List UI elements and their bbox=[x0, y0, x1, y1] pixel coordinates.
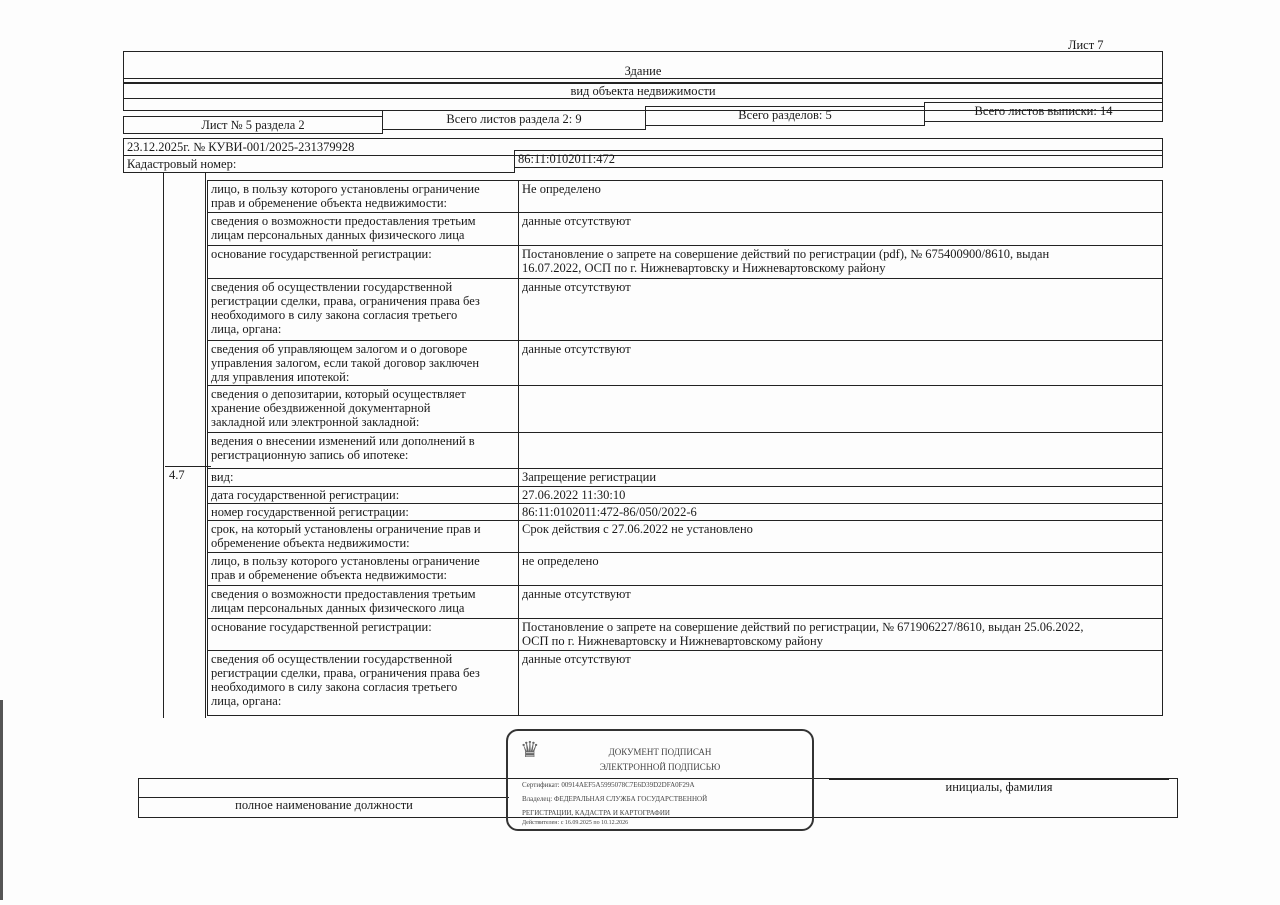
row-label: сведения о возможности предоставления третьим лицам персональных данных физического лица bbox=[207, 212, 519, 246]
total-sections: Всего разделов: 5 bbox=[645, 106, 925, 126]
row-label: лицо, в пользу которого установлены ограничение прав и обременение объекта недвижимости: bbox=[207, 180, 519, 213]
stamp-title: ДОКУМЕНТ ПОДПИСАН bbox=[608, 747, 712, 757]
stamp-owner-2: РЕГИСТРАЦИИ, КАДАСТРА И КАРТОГРАФИИ bbox=[522, 809, 670, 817]
electronic-signature-stamp bbox=[506, 729, 814, 831]
row-value: данные отсутствуют bbox=[518, 585, 1163, 619]
row-value: 27.06.2022 11:30:10 bbox=[518, 486, 1163, 504]
row-value: данные отсутствуют bbox=[518, 340, 1163, 386]
object-type-caption: вид объекта недвижимости bbox=[124, 84, 1162, 99]
row-value: данные отсутствуют bbox=[518, 650, 1163, 716]
row-value: данные отсутствуют bbox=[518, 278, 1163, 341]
coat-of-arms-icon: ♛ bbox=[520, 737, 540, 762]
row-value: данные отсутствуют bbox=[518, 212, 1163, 246]
stamp-certificate: Сертификат: 00914AEF5A5995078C7E6D39D2DFA0F29A bbox=[522, 781, 695, 789]
row-label: ведения о внесении изменений или дополнений в регистрационную запись об ипотеке: bbox=[207, 432, 519, 469]
object-type: Здание bbox=[124, 64, 1162, 79]
sheet-number: Лист 7 bbox=[1068, 38, 1104, 52]
position-caption: полное наименование должности bbox=[139, 797, 509, 813]
row-value: Срок действия с 27.06.2022 не установлено bbox=[518, 520, 1163, 553]
row-value: Постановление о запрете на совершение действий по регистрации, № 671906227/8610, выдан 25.06.2022, ОСП по г. Нижневартовску и Нижневартовскому району bbox=[518, 618, 1163, 651]
object-type-block bbox=[123, 51, 1163, 83]
row-label: сведения о депозитарии, который осуществляет хранение обездвиженной документарной закладной или электронной закладной: bbox=[207, 385, 519, 433]
row-value: Запрещение регистрации bbox=[518, 468, 1163, 487]
stamp-validity: Действителен: с 16.09.2025 по 10.12.2026 bbox=[522, 820, 629, 826]
row-label: вид: bbox=[207, 468, 519, 487]
stamp-title-2: ЭЛЕКТРОННОЙ ПОДПИСЬЮ bbox=[599, 762, 721, 772]
cadastral-label: Кадастровый номер: bbox=[123, 155, 515, 173]
document-reference: 23.12.2025г. № КУВИ-001/2025-231379928 bbox=[123, 138, 1163, 156]
cadastral-value: 86:11:0102011:472 bbox=[514, 150, 1163, 168]
row-value bbox=[518, 385, 1163, 433]
row-label: номер государственной регистрации: bbox=[207, 503, 519, 521]
row-label: сведения об осуществлении государственной регистрации сделки, права, ограничения права без необходимого в силу закона согласия третьего лица, органа: bbox=[207, 278, 519, 341]
row-value: не определено bbox=[518, 552, 1163, 586]
row-label: дата государственной регистрации: bbox=[207, 486, 519, 504]
row-value: Не определено bbox=[518, 180, 1163, 213]
row-label: срок, на который установлены ограничение прав и обременение объекта недвижимости: bbox=[207, 520, 519, 553]
stamp-owner: Владелец: ФЕДЕРАЛЬНАЯ СЛУЖБА ГОСУДАРСТВЕННОЙ bbox=[522, 795, 708, 803]
header-row bbox=[123, 102, 1163, 134]
section-sheets: Всего листов раздела 2: 9 bbox=[382, 110, 646, 130]
sheet-in-section: Лист № 5 раздела 2 bbox=[123, 116, 383, 134]
row-label: сведения о возможности предоставления третьим лицам персональных данных физического лица bbox=[207, 585, 519, 619]
name-caption: инициалы, фамилия bbox=[829, 779, 1169, 795]
row-value bbox=[518, 432, 1163, 469]
column-divider bbox=[205, 172, 206, 718]
column-divider bbox=[163, 172, 164, 718]
row-value: Постановление о запрете на совершение действий по регистрации (pdf), № 675400900/8610, выдан 16.07.2022, ОСП по г. Нижневартовску и Нижневартовскому району bbox=[518, 245, 1163, 279]
total-sheets: Всего листов выписки: 14 bbox=[924, 102, 1163, 122]
section-number: 4.7 bbox=[165, 466, 211, 484]
row-label: основание государственной регистрации: bbox=[207, 245, 519, 279]
row-label: сведения об управляющем залогом и о договоре управления залогом, если такой договор заключен для управления ипотекой: bbox=[207, 340, 519, 386]
row-value: 86:11:0102011:472-86/050/2022-6 bbox=[518, 503, 1163, 521]
row-label: сведения об осуществлении государственной регистрации сделки, права, ограничения права без необходимого в силу закона согласия третьего лица, органа: bbox=[207, 650, 519, 716]
row-label: основание государственной регистрации: bbox=[207, 618, 519, 651]
scan-edge bbox=[0, 700, 3, 900]
row-label: лицо, в пользу которого установлены ограничение прав и обременение объекта недвижимости: bbox=[207, 552, 519, 586]
